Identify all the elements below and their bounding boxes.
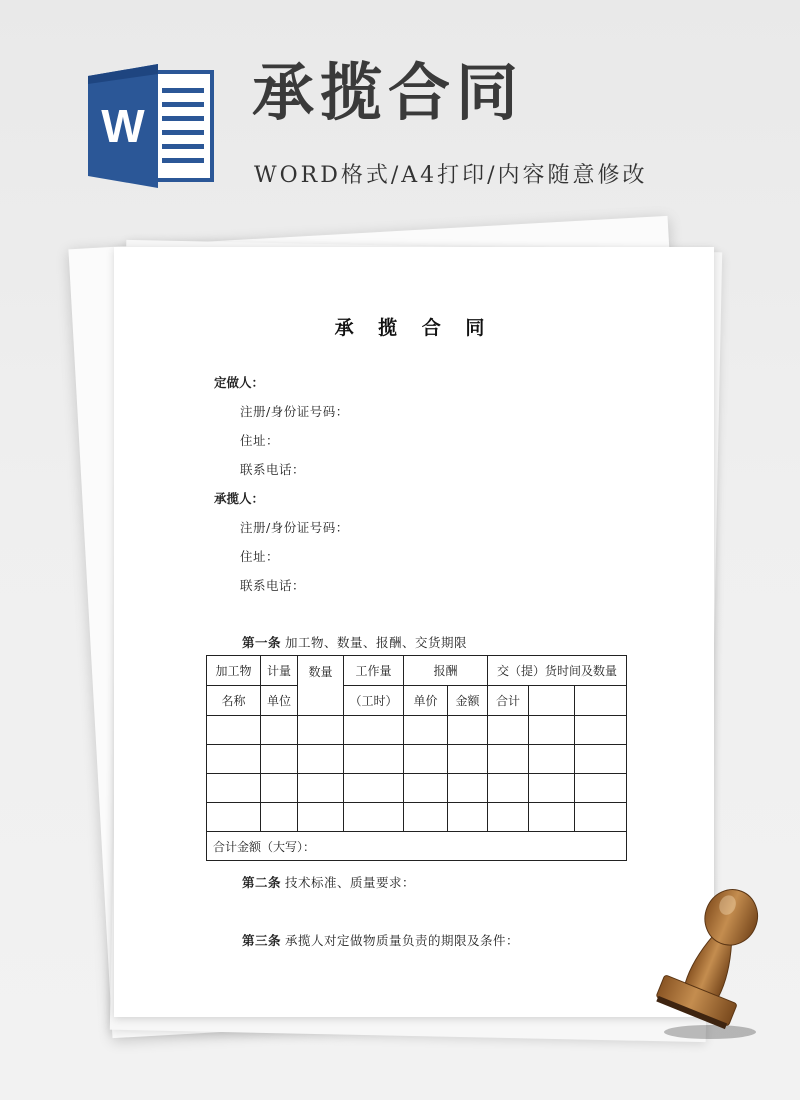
table-cell [404,803,448,832]
contractor-label: 承揽人： [214,491,265,506]
word-logo-letter: W [101,100,145,152]
ordering-party-phone-field: 联系电话： [240,462,306,477]
clause-3-number: 第三条 [242,933,282,948]
contractor-id-field: 注册/身份证号码： [240,520,349,535]
table-cell [261,745,298,774]
clause-2-text: 技术标准、质量要求： [285,875,416,890]
clause-1 [242,633,467,651]
table-row [207,716,627,745]
table-header-cell: 交（提）货时间及数量 [488,656,627,686]
table-cell [575,774,627,803]
table-header-cell: （工时） [344,686,404,716]
table-header-row-2 [207,686,627,716]
table-cell [404,716,448,745]
table-cell [207,803,261,832]
table-cell [448,774,488,803]
clause-3 [242,931,519,949]
table-cell [261,716,298,745]
table-header-cell: 加工物 [207,656,261,686]
table-total-row [207,832,627,861]
table-cell [448,716,488,745]
table-cell [448,745,488,774]
table-cell [298,803,344,832]
table-cell [344,803,404,832]
table-cell [488,803,529,832]
word-logo-icon [88,62,218,190]
total-amount-label: 合计金额（大写）： [207,832,627,861]
clause-3-text: 承揽人对定做物质量负责的期限及条件： [285,933,520,948]
table-cell [261,774,298,803]
table-cell [404,745,448,774]
contractor-address-field: 住址： [240,549,280,564]
page-title: 承揽合同 [252,56,525,129]
table-header-cell: 单价 [404,686,448,716]
table-cell [575,803,627,832]
table-cell [488,774,529,803]
table-header-cell: 金额 [448,686,488,716]
table-cell [207,774,261,803]
table-cell [488,745,529,774]
table-cell [298,716,344,745]
table-cell [207,745,261,774]
stamp-icon [648,880,780,1040]
clause-2-number: 第二条 [242,875,282,890]
table-row [207,745,627,774]
table-row [207,774,627,803]
ordering-party-id-field: 注册/身份证号码： [240,404,349,419]
table-cell [575,716,627,745]
clause-1-text: 加工物、数量、报酬、交货期限 [285,635,468,650]
table-cell [488,716,529,745]
table-header-cell: 数量 [298,656,344,716]
table-cell [207,716,261,745]
table-cell [575,686,627,716]
table-cell [448,803,488,832]
ordering-party-address-field: 住址： [240,433,280,448]
table-cell [298,745,344,774]
page-subtitle: WORD格式/A4打印/内容随意修改 [254,163,648,188]
table-cell [529,716,575,745]
table-header-cell: 合计 [488,686,529,716]
table-cell [344,774,404,803]
table-cell [529,745,575,774]
table-cell [261,803,298,832]
table-cell [298,774,344,803]
table-header-cell: 名称 [207,686,261,716]
table-cell [529,774,575,803]
table-header-row-1 [207,656,627,686]
contractor-phone-field: 联系电话： [240,578,306,593]
table-cell [404,774,448,803]
document-title: 承 揽 合 同 [334,317,494,339]
clause-2 [242,873,415,891]
table-cell [575,745,627,774]
table-cell [529,686,575,716]
order-table [206,655,627,861]
document-page [114,247,714,1017]
table-header-cell: 工作量 [344,656,404,686]
table-cell [344,716,404,745]
table-row [207,803,627,832]
table-cell [529,803,575,832]
table-header-cell: 计量 [261,656,298,686]
ordering-party-label: 定做人： [214,375,265,390]
table-header-cell: 报酬 [404,656,488,686]
table-header-cell: 单位 [261,686,298,716]
clause-1-number: 第一条 [242,635,282,650]
table-cell [344,745,404,774]
